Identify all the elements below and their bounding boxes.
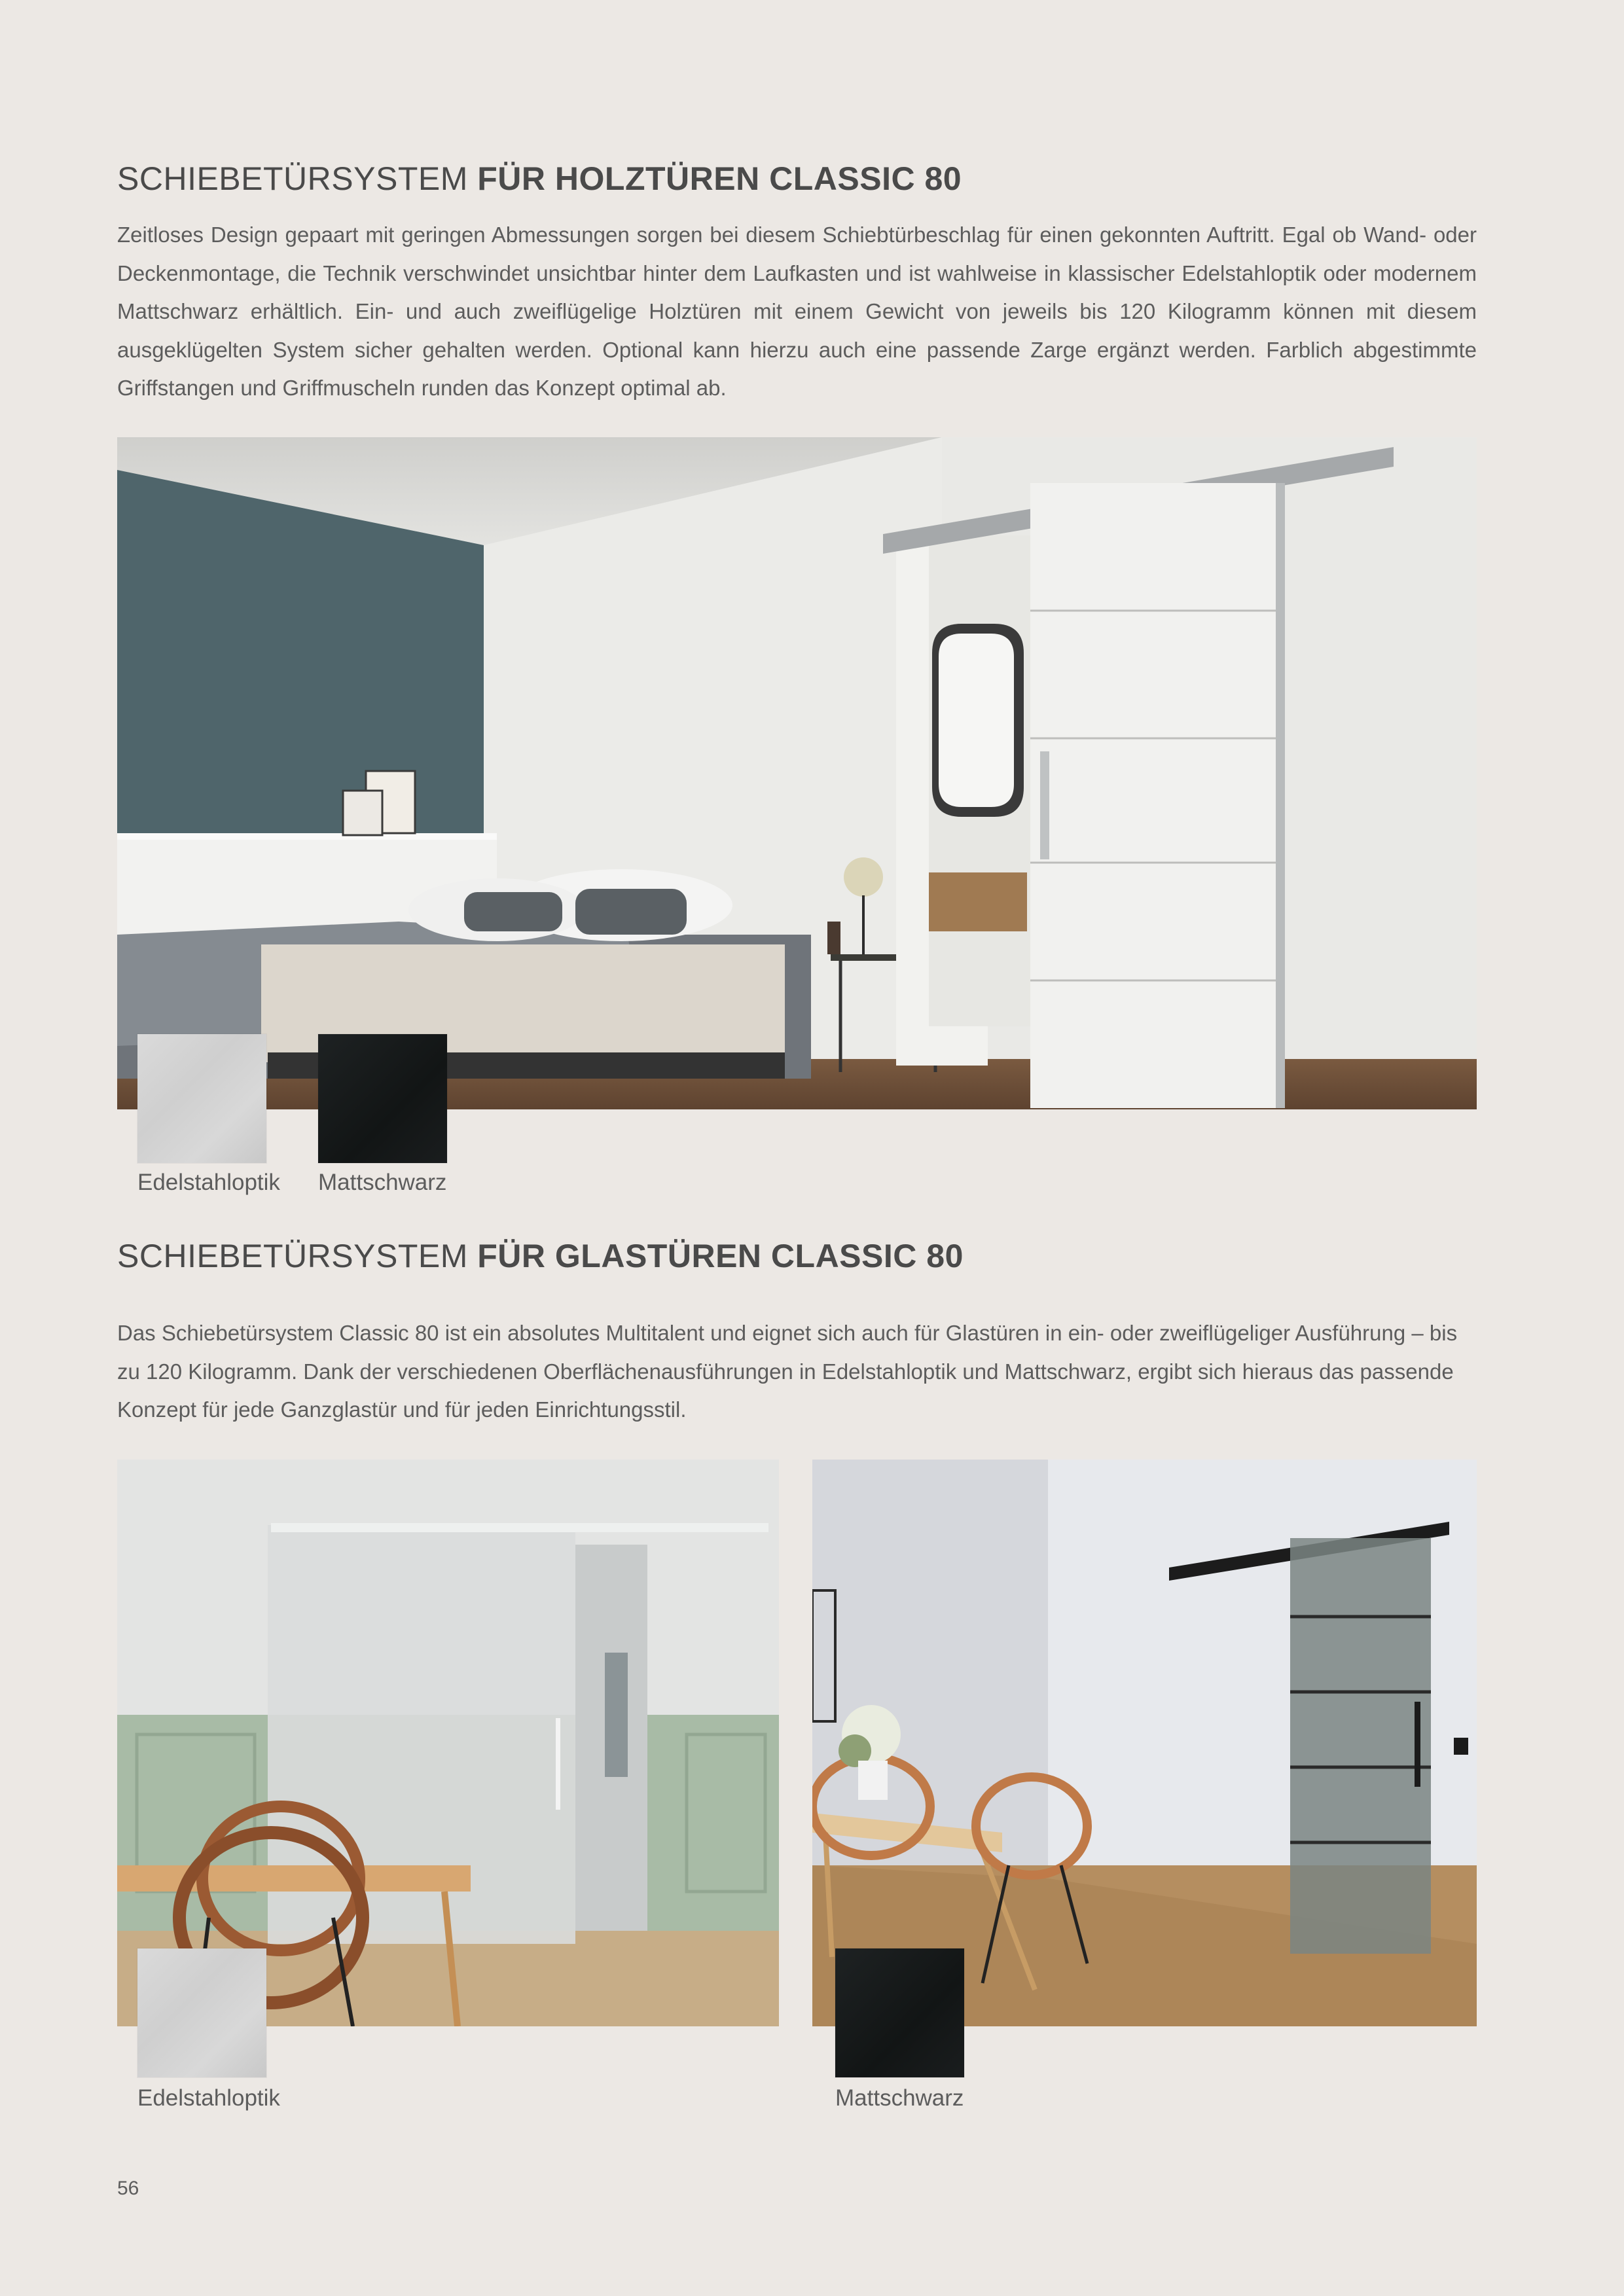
section1-heading-bold: FÜR HOLZTÜREN CLASSIC 80 [477,160,962,197]
section1-heading-light: SCHIEBETÜRSYSTEM [117,160,468,197]
section2-heading-light: SCHIEBETÜRSYSTEM [117,1238,468,1274]
swatch-label-edelstahloptik-2: Edelstahloptik [137,2085,280,2111]
section2-heading-bold: FÜR GLASTÜREN CLASSIC 80 [477,1238,964,1274]
swatch-mattschwarz-2 [835,1948,964,2077]
swatch-mattschwarz [318,1034,447,1163]
section1-heading [117,160,962,198]
dining-photo-right [812,1460,1477,2026]
swatch-label-mattschwarz-2: Mattschwarz [835,2085,964,2111]
swatch-label-mattschwarz: Mattschwarz [318,1170,447,1195]
section2-heading [117,1237,964,1275]
dining-photo-left [117,1460,779,2026]
bedroom-photo [117,437,1477,1109]
swatch-edelstahloptik-2 [137,1948,266,2077]
swatch-edelstahloptik [137,1034,266,1163]
page-number: 56 [117,2178,139,2199]
section1-body: Zeitloses Design gepaart mit geringen Abmessungen sorgen bei diesem Schiebtürbeschlag für einen gekonnten Auftritt. Egal ob Wand- oder Deckenmontage, die Technik verschwindet unsichtbar hinter dem Laufkasten und ist wahlweise in klassischer Edelstahloptik oder modernem Mattschwarz erhältlich. Ein- und auch zweiflügelige Holztüren mit einem Gewicht von jeweils bis 120 Kilogramm können mit diesem ausgeklügelten System sicher gehalten werden. Optional kann hierzu auch eine passende Zarge ergänzt werden. Farblich abgestimmte Griffstangen und Griffmuscheln runden das Konzept optimal ab. [117,223,1477,400]
swatch-label-edelstahloptik: Edelstahloptik [137,1170,280,1195]
section2-body: Das Schiebetürsystem Classic 80 ist ein absolutes Multitalent und eignet sich auch für Glastüren in ein- oder zweiflügeliger Ausführung – bis zu 120 Kilogramm. Dank der verschiedenen Oberflächenausführungen in Edelstahloptik und Mattschwarz, ergibt sich hieraus das passende Konzept für jede Ganzglastür und für jeden Einrichtungsstil. [117,1321,1458,1422]
